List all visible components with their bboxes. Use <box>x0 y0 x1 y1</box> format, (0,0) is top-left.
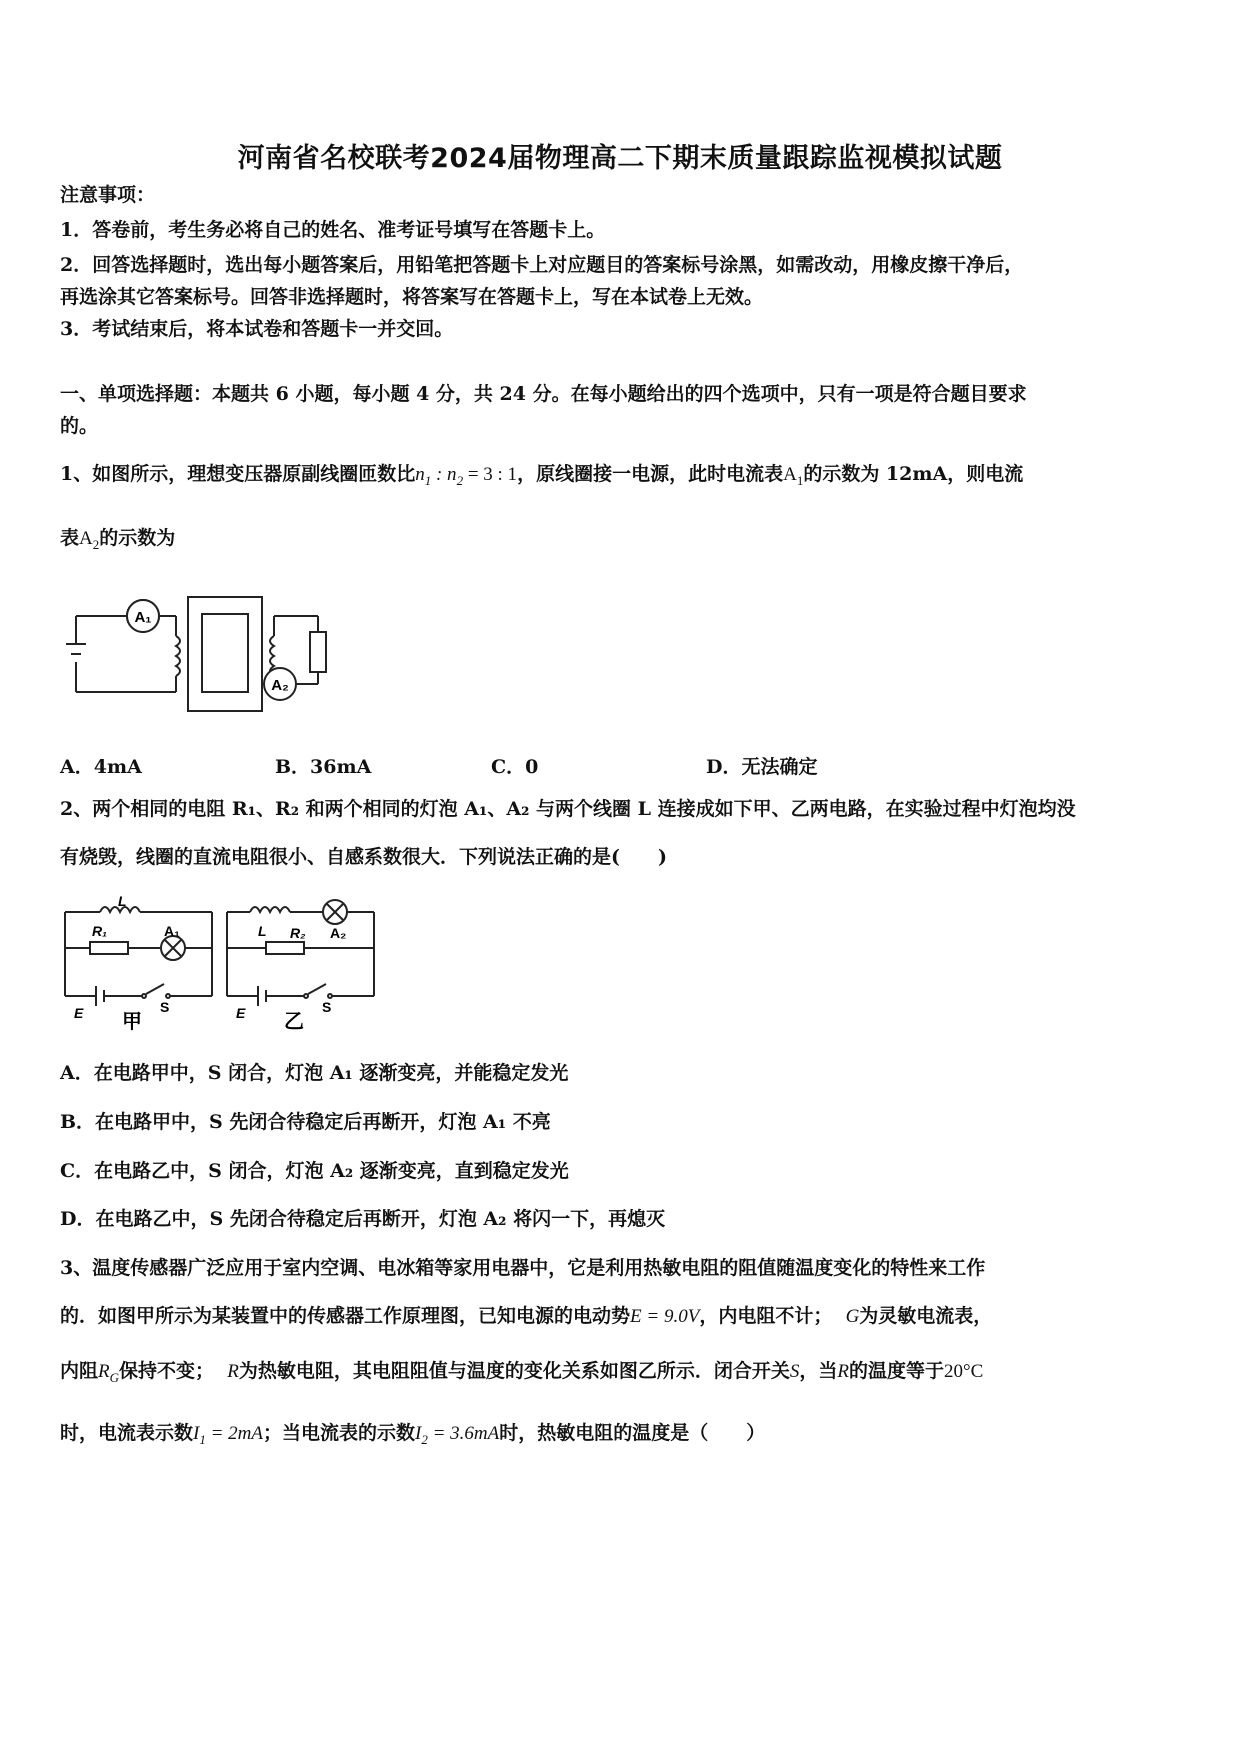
q2-stem-line1: 2、两个相同的电阻 R₁、R₂ 和两个相同的灯泡 A₁、A₂ 与两个线圈 L 连接成如下甲、乙两电路，在实验过程中灯泡均没 <box>60 798 1076 820</box>
notice-item-1: 1．答卷前，考生务必将自己的姓名、准考证号填写在答题卡上。 <box>60 219 606 241</box>
q3-stem-line2: 的．如图甲所示为某装置中的传感器工作原理图，已知电源的电动势E = 9.0V，内电阻不计； G为灵敏电流表， <box>60 1305 993 1327</box>
circuit-jia-diagram <box>60 892 220 1032</box>
section-heading-cont: 的。 <box>60 415 99 437</box>
circuit-yi-label: 乙 <box>284 1011 304 1032</box>
q2-option-a: A．在电路甲中，S 闭合，灯泡 A₁ 逐渐变亮，并能稳定发光 <box>60 1062 569 1084</box>
q1-stem-line2: 表$A_2$的示数为 <box>60 527 176 552</box>
page-title: 河南省名校联考2024届物理高二下期末质量跟踪监视模拟试题 <box>237 143 1003 174</box>
q3-switch: S <box>789 1361 800 1382</box>
q3-emf: E = 9.0V <box>630 1306 700 1327</box>
resistor-r2-label: R₂ <box>290 925 306 941</box>
q1-ratio: $n_1$ : $n_2 = 3$ : 1 <box>415 464 518 488</box>
circuit-jia-label: 甲 <box>122 1011 142 1032</box>
q3-i2: $I_2 = 3.6mA$ <box>415 1423 500 1447</box>
notice-item-3: 3．考试结束后，将本试卷和答题卡一并交回。 <box>60 318 454 340</box>
q1-text-b: ，原线圈接一电源，此时电流表 <box>517 463 784 485</box>
inductor-l1-label: L <box>118 893 127 909</box>
q2-option-b: B．在电路甲中，S 先闭合待稳定后再断开，灯泡 A₁ 不亮 <box>60 1111 551 1133</box>
section-heading: 一、单项选择题：本题共 6 小题，每小题 4 分，共 24 分。在每小题给出的四个选项中，只有一项是符合题目要求 <box>60 383 1027 405</box>
q3-rg: $R_G$ <box>98 1361 120 1385</box>
q3-r: R <box>227 1361 239 1382</box>
notice-heading: 注意事项： <box>60 184 156 206</box>
lamp-a1-label: A₁ <box>164 923 180 939</box>
battery-e-label-yi: E <box>236 1005 246 1021</box>
q1-text-c: 的示数为 12mA，则电流 <box>803 463 1024 485</box>
lamp-a2-label: A₂ <box>330 925 347 941</box>
ammeter-a2-label: A₂ <box>271 677 289 694</box>
q3-stem-line1: 3、温度传感器广泛应用于室内空调、电冰箱等家用电器中，它是利用热敏电阻的阻值随温度变化的特性来工作 <box>60 1257 986 1279</box>
q3-galvanometer: G <box>845 1306 860 1327</box>
q1-option-b: B．36mA <box>275 756 372 778</box>
q1-text-a: 1、如图所示，理想变压器原副线圈匝数比 <box>60 463 416 485</box>
switch-s-label-yi: S <box>322 999 332 1015</box>
q3-stem-line4: 时，电流表示数$I_1 = 2mA$；当电流表的示数$I_2 = 3.6mA$时，热敏电阻的温度是（ ） <box>60 1422 766 1447</box>
q1-stem-line1 <box>60 461 1023 494</box>
resistor-r1-label: R₁ <box>92 923 108 939</box>
ammeter-a1-label: A₁ <box>134 609 152 626</box>
circuit-yi-diagram <box>222 892 382 1032</box>
q1-meter1: $A_1$ <box>783 464 804 488</box>
q3-stem-line3: 内阻$R_G$保持不变； R为热敏电阻，其电阻阻值与温度的变化关系如图乙所示．闭合开关S，当R的温度等于20°C <box>60 1360 984 1385</box>
switch-s-label-jia: S <box>160 999 170 1015</box>
inductor-l2-label: L <box>258 923 267 939</box>
q1-option-d: D．无法确定 <box>706 756 818 778</box>
battery-e-label-jia: E <box>74 1005 84 1021</box>
q2-option-d: D．在电路乙中，S 先闭合待稳定后再断开，灯泡 A₂ 将闪一下，再熄灭 <box>60 1208 666 1230</box>
q2-option-c: C．在电路乙中，S 闭合，灯泡 A₂ 逐渐变亮，直到稳定发光 <box>60 1160 569 1182</box>
q1-option-a: A．4mA <box>60 756 142 778</box>
q1-meter2: $A_2$ <box>79 528 100 552</box>
transformer-circuit-diagram <box>66 592 372 716</box>
notice-item-2-cont: 再选涂其它答案标号。回答非选择题时，将答案写在答题卡上，写在本试卷上无效。 <box>60 286 764 308</box>
q2-stem-line2: 有烧毁，线圈的直流电阻很小、自感系数很大．下列说法正确的是( ) <box>60 846 667 868</box>
notice-item-2: 2．回答选择题时，选出每小题答案后，用铅笔把答题卡上对应题目的答案标号涂黑，如需改动，用橡皮擦干净后， <box>60 254 1024 276</box>
q3-i1: $I_1 = 2mA$ <box>193 1423 263 1447</box>
q3-temp: 20°C <box>944 1361 984 1382</box>
q1-option-c: C．0 <box>491 756 539 778</box>
